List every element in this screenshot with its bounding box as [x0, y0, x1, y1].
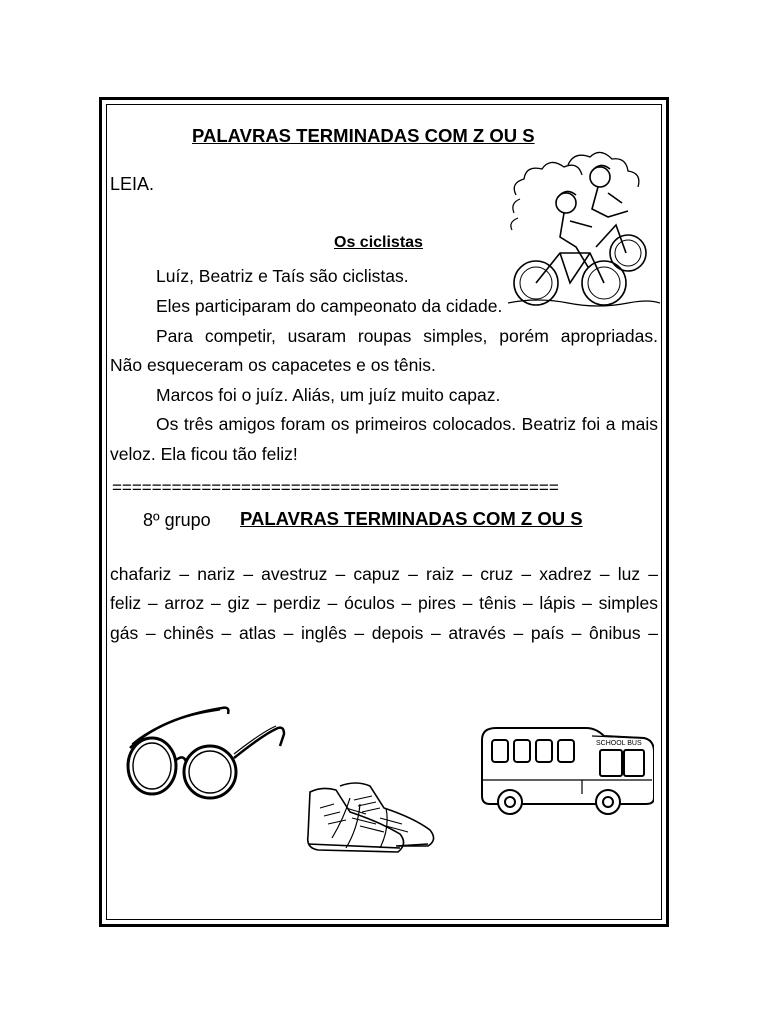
page-title: PALAVRAS TERMINADAS COM Z OU S — [192, 125, 535, 146]
story-line-5: Marcos foi o juíz. Aliás, um juíz muito capaz. — [156, 385, 501, 405]
story-line-1: Luíz, Beatriz e Taís são ciclistas. — [156, 266, 409, 286]
story-line-7: veloz. Ela ficou tão feliz! — [110, 444, 298, 464]
group-title: PALAVRAS TERMINADAS COM Z OU S — [240, 508, 583, 529]
separator-line: ============================================= — [112, 478, 559, 497]
word-line-1: chafariz – nariz – avestruz – capuz – raiz – cruz – xadrez – luz – — [110, 564, 658, 584]
instruction-text: LEIA. — [110, 174, 155, 194]
story-line-6: Os três amigos foram os primeiros colocados. Beatriz foi a mais — [156, 414, 658, 434]
story-line-3: Para competir, usaram roupas simples, porém apropriadas. — [156, 326, 658, 346]
story-line-2: Eles participaram do campeonato da cidade. — [156, 296, 503, 316]
story-title: Os ciclistas — [334, 234, 423, 251]
story-line-4: Não esqueceram os capacetes e os tênis. — [110, 355, 436, 375]
sneakers-illustration — [300, 768, 440, 868]
cyclists-illustration — [508, 135, 660, 310]
group-label: 8º grupo — [143, 510, 211, 530]
school-bus-illustration — [474, 718, 654, 828]
bus-sign-text: SCHOOL BUS — [596, 740, 642, 747]
word-line-2: feliz – arroz – giz – perdiz – óculos – pires – tênis – lápis – simples — [110, 593, 658, 613]
glasses-illustration — [122, 700, 286, 800]
word-line-3: gás – chinês – atlas – inglês – depois – através – país – ônibus – — [110, 623, 658, 643]
